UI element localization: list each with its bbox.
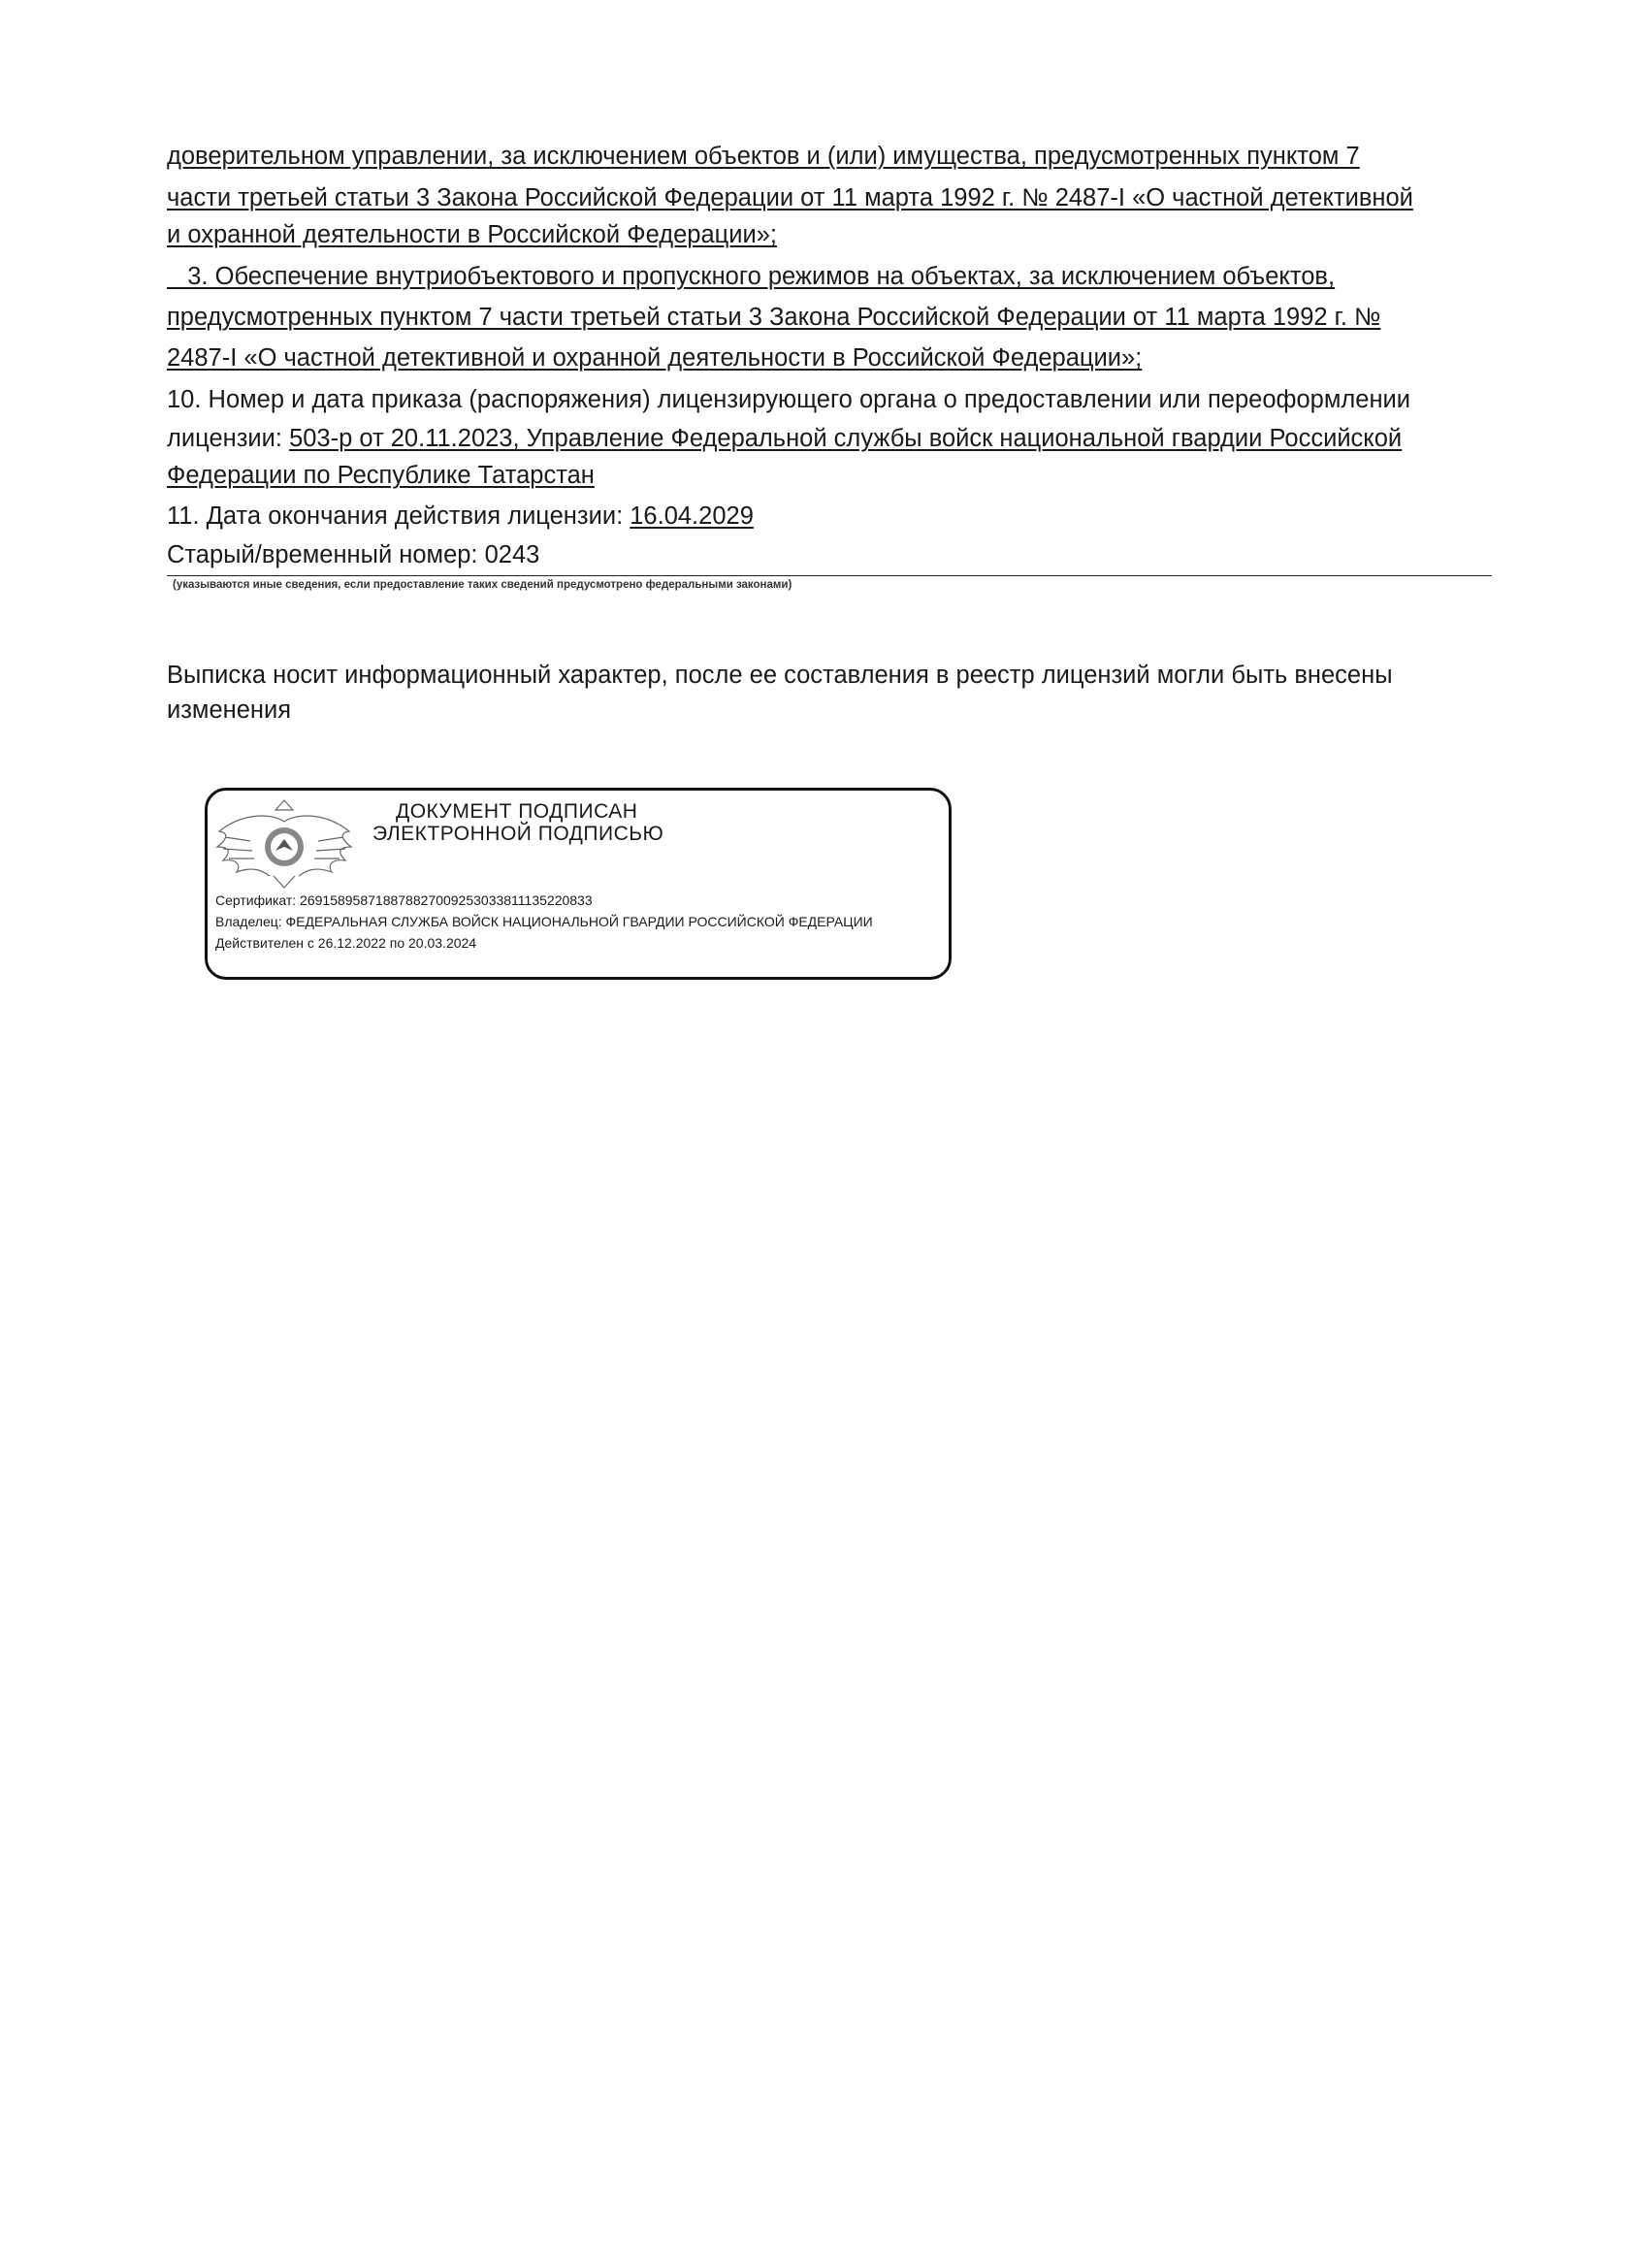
stamp-title-line-1: ДОКУМЕНТ ПОДПИСАН (396, 800, 638, 823)
stamp-title-line-2: ЭЛЕКТРОННОЙ ПОДПИСЬЮ (372, 823, 664, 845)
stamp-certificate: Сертификат: 269158958718878827009253033811135220833 (215, 892, 593, 908)
disclaimer-line-1: Выписка носит информационный характер, после ее составления в реестр лицензий могли быть внесены (167, 662, 1393, 689)
old-number: Старый/временный номер: 0243 (167, 541, 540, 568)
activity-item-3-line-2: предусмотренных пунктом 7 части третьей статьи 3 Закона Российской Федерации от 11 марта 1992 г. № (167, 304, 1381, 331)
electronic-signature-stamp (205, 788, 952, 980)
stamp-validity: Действителен с 26.12.2022 по 20.03.2024 (215, 935, 477, 951)
rosgvardia-eagle-emblem-icon (211, 793, 357, 890)
order-label: 10. Номер и дата приказа (распоряжения) лицензирующего органа о предоставлении или переоформлении (167, 386, 1411, 413)
expiry-row (167, 502, 754, 531)
expiry-date: 16.04.2029 (630, 502, 754, 530)
activity-text-line-1: доверительном управлении, за исключением объектов и (или) имущества, предусмотренных пунктом 7 (167, 143, 1360, 170)
stamp-owner: Владелец: ФЕДЕРАЛЬНАЯ СЛУЖБА ВОЙСК НАЦИОНАЛЬНОЙ ГВАРДИИ РОССИЙСКОЙ ФЕДЕРАЦИИ (215, 914, 873, 929)
activity-item-3-line-3: 2487-I «О частной детективной и охранной деятельности в Российской Федерации»; (167, 344, 1143, 372)
disclaimer-line-2: изменения (167, 697, 292, 724)
expiry-label: 11. Дата окончания действия лицензии: (167, 502, 630, 530)
activity-text-line-2: части третьей статьи 3 Закона Российской Федерации от 11 марта 1992 г. № 2487-I «О частной детективной (167, 184, 1413, 211)
order-value-line-2: Федерации по Республике Татарстан (167, 462, 595, 489)
order-value-row (167, 424, 1402, 453)
order-prefix: лицензии: (167, 425, 290, 452)
order-value-line-1: 503-р от 20.11.2023, Управление Федеральной службы войск национальной гвардии Российской (289, 425, 1403, 452)
footnote: (указываются иные сведения, если предоставление таких сведений предусмотрено федеральными законами) (173, 579, 792, 591)
activity-text-line-3: и охранной деятельности в Российской Федерации»; (167, 221, 777, 248)
activity-item-3-line-1: 3. Обеспечение внутриобъектового и пропускного режимов на объектах, за исключением объектов, (167, 263, 1336, 290)
divider-line (167, 575, 1492, 576)
